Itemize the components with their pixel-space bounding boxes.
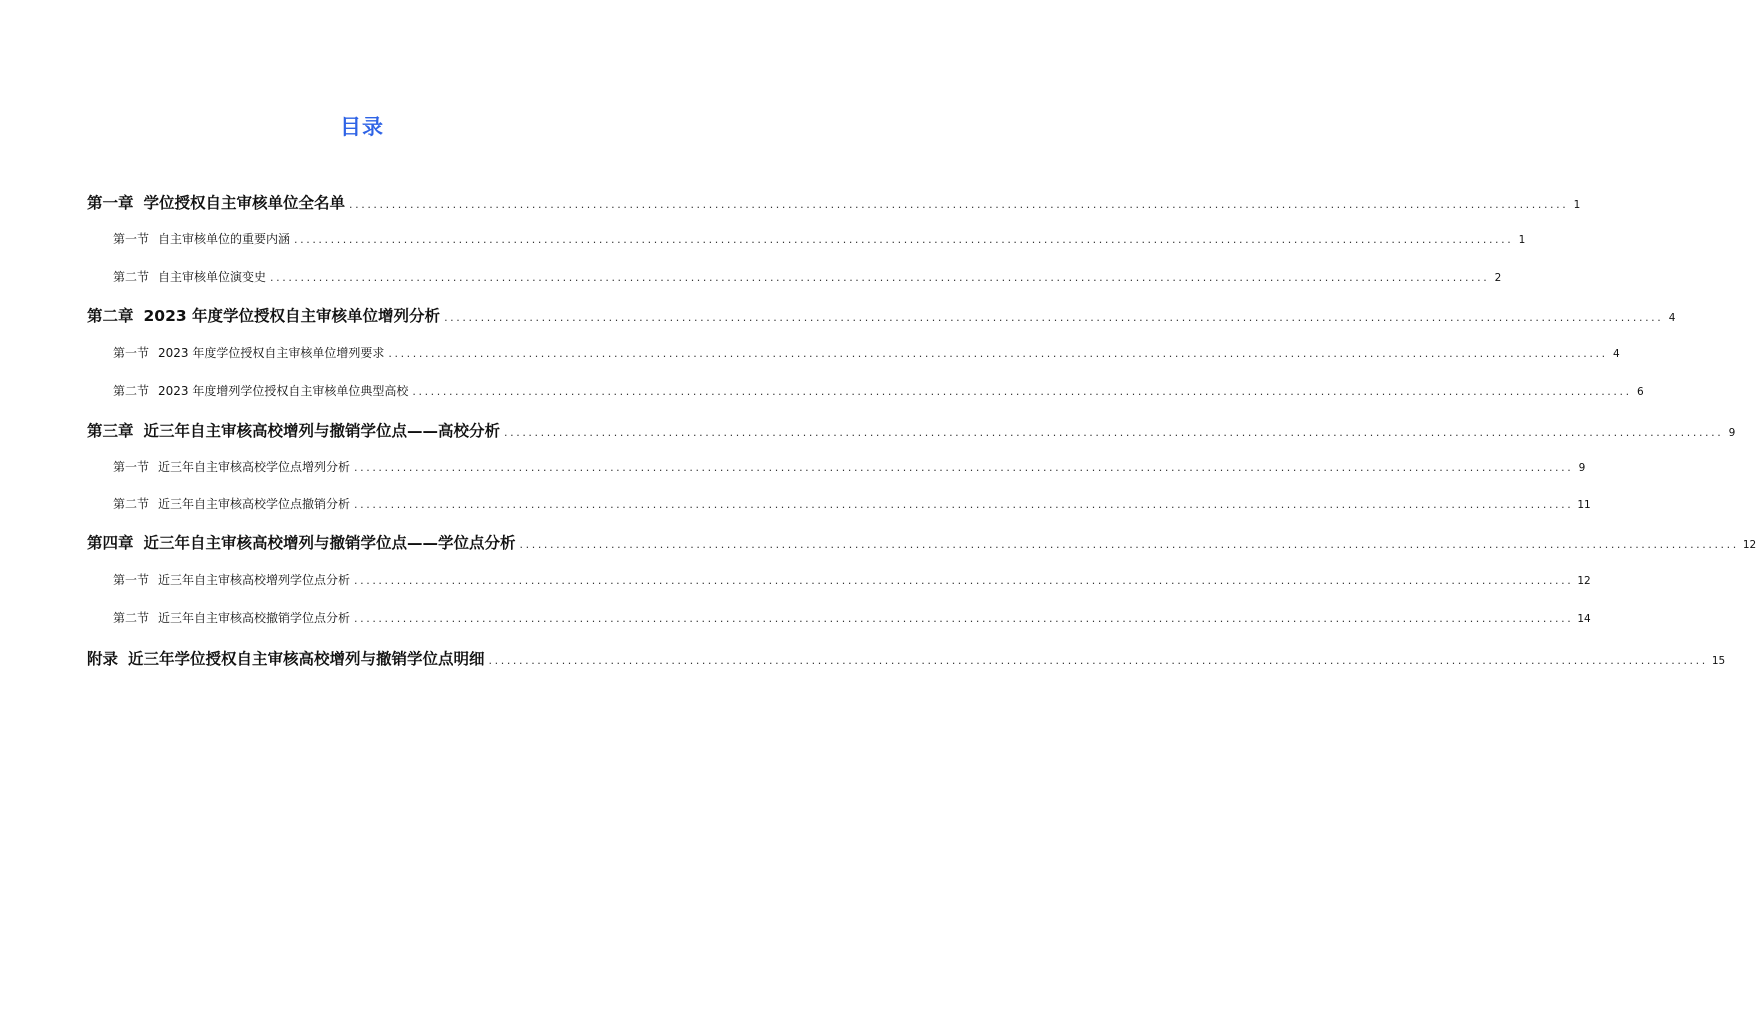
toc-entry-number: 第二章 [87,307,134,325]
toc-section-entry[interactable] [113,495,1591,512]
toc-entry-label [113,571,350,588]
toc-entry-title: 近三年自主审核高校学位点撤销分析 [158,497,351,511]
toc-dot-leader: ........................................................................................................................................................................................................ [354,612,1574,625]
toc-title: 目录 [340,115,384,139]
toc-entry-title: 近三年自主审核高校增列与撤销学位点——学位点分析 [143,534,516,552]
toc-dot-leader: ........................................................................................................................................................................................................ [519,538,1739,551]
toc-entry-title: 近三年自主审核高校增列学位点分析 [158,573,351,587]
toc-dot-leader: ........................................................................................................................................................................................................ [294,233,1514,246]
toc-page-number: 9 [1578,462,1586,474]
toc-section-entry[interactable] [113,344,1620,361]
toc-dot-leader: ........................................................................................................................................................................................................ [270,271,1490,284]
toc-section-entry[interactable] [113,230,1526,247]
toc-dot-leader: ........................................................................................................................................................................................................ [412,385,1632,398]
toc-entry-label [87,419,500,441]
toc-page-number: 14 [1577,613,1591,625]
toc-entry-number: 第一章 [87,194,134,212]
toc-page-number: 4 [1668,312,1676,324]
toc-page-number: 9 [1728,427,1736,439]
toc-entry-title: 近三年自主审核高校撤销学位点分析 [158,611,351,625]
toc-entry-title: 自主审核单位演变史 [158,270,267,284]
toc-dot-leader: ........................................................................................................................................................................................................ [488,654,1708,667]
toc-entry-number: 第二节 [113,384,150,398]
toc-section-entry[interactable] [113,609,1591,626]
toc-entry-number: 第二节 [113,497,150,511]
toc-entry-label [87,191,345,213]
toc-section-entry[interactable] [113,458,1586,475]
toc-entry-number: 第一节 [113,573,150,587]
toc-entry-title: 自主审核单位的重要内涵 [158,232,291,246]
toc-dot-leader: ........................................................................................................................................................................................................ [354,574,1574,587]
toc-section-entry[interactable] [113,382,1644,399]
toc-page-number: 1 [1573,199,1581,211]
toc-section-entry[interactable] [113,571,1591,588]
toc-entry-number: 第二节 [113,611,150,625]
toc-entry-number: 第二节 [113,270,150,284]
toc-chapter-entry[interactable] [87,191,1581,213]
toc-page-number: 4 [1613,348,1620,360]
toc-entry-label [113,382,408,399]
toc-entry-title: 2023 年度学位授权自主审核单位增列要求 [158,346,385,360]
toc-entry-title: 近三年自主审核高校学位点增列分析 [158,460,351,474]
toc-page-number: 1 [1518,234,1526,246]
toc-entry-number: 附录 [87,650,119,668]
toc-dot-leader: ........................................................................................................................................................................................................ [354,498,1574,511]
toc-page-number: 12 [1742,539,1756,551]
toc-dot-leader: ........................................................................................................................................................................................................ [504,426,1724,439]
toc-entry-title: 学位授权自主审核单位全名单 [143,194,346,212]
toc-entry-label [87,304,440,326]
toc-section-entry[interactable] [113,268,1502,285]
toc-entry-label [113,495,350,512]
toc-entry-title: 近三年自主审核高校增列与撤销学位点——高校分析 [143,422,501,440]
toc-page-number: 6 [1637,386,1644,398]
toc-page-number: 2 [1494,272,1502,284]
toc-dot-leader: ........................................................................................................................................................................................................ [444,311,1664,324]
toc-chapter-entry[interactable] [87,647,1726,669]
toc-entry-title: 近三年学位授权自主审核高校增列与撤销学位点明细 [128,650,485,668]
toc-entry-label [113,230,290,247]
toc-page-number: 15 [1711,655,1726,667]
toc-dot-leader: ........................................................................................................................................................................................................ [354,461,1574,474]
toc-dot-leader: ........................................................................................................................................................................................................ [388,347,1608,360]
toc-chapter-entry[interactable] [87,531,1756,553]
toc-entry-label [87,647,485,669]
toc-page-number: 12 [1577,575,1591,587]
toc-entry-number: 第四章 [87,534,134,552]
toc-entry-number: 第一节 [113,346,150,360]
toc-entry-label [87,531,516,553]
toc-entry-label [113,609,350,626]
toc-entry-title: 2023 年度学位授权自主审核单位增列分析 [143,307,441,325]
toc-chapter-entry[interactable] [87,304,1676,326]
toc-entry-label [113,458,350,475]
toc-dot-leader: ........................................................................................................................................................................................................ [349,198,1569,211]
toc-entry-label [113,268,266,285]
toc-entry-number: 第一节 [113,460,150,474]
toc-page-number: 11 [1577,499,1591,511]
toc-entry-label [113,344,384,361]
toc-entry-title: 2023 年度增列学位授权自主审核单位典型高校 [158,384,409,398]
toc-entry-number: 第三章 [87,422,134,440]
toc-entry-number: 第一节 [113,232,150,246]
toc-chapter-entry[interactable] [87,419,1736,441]
